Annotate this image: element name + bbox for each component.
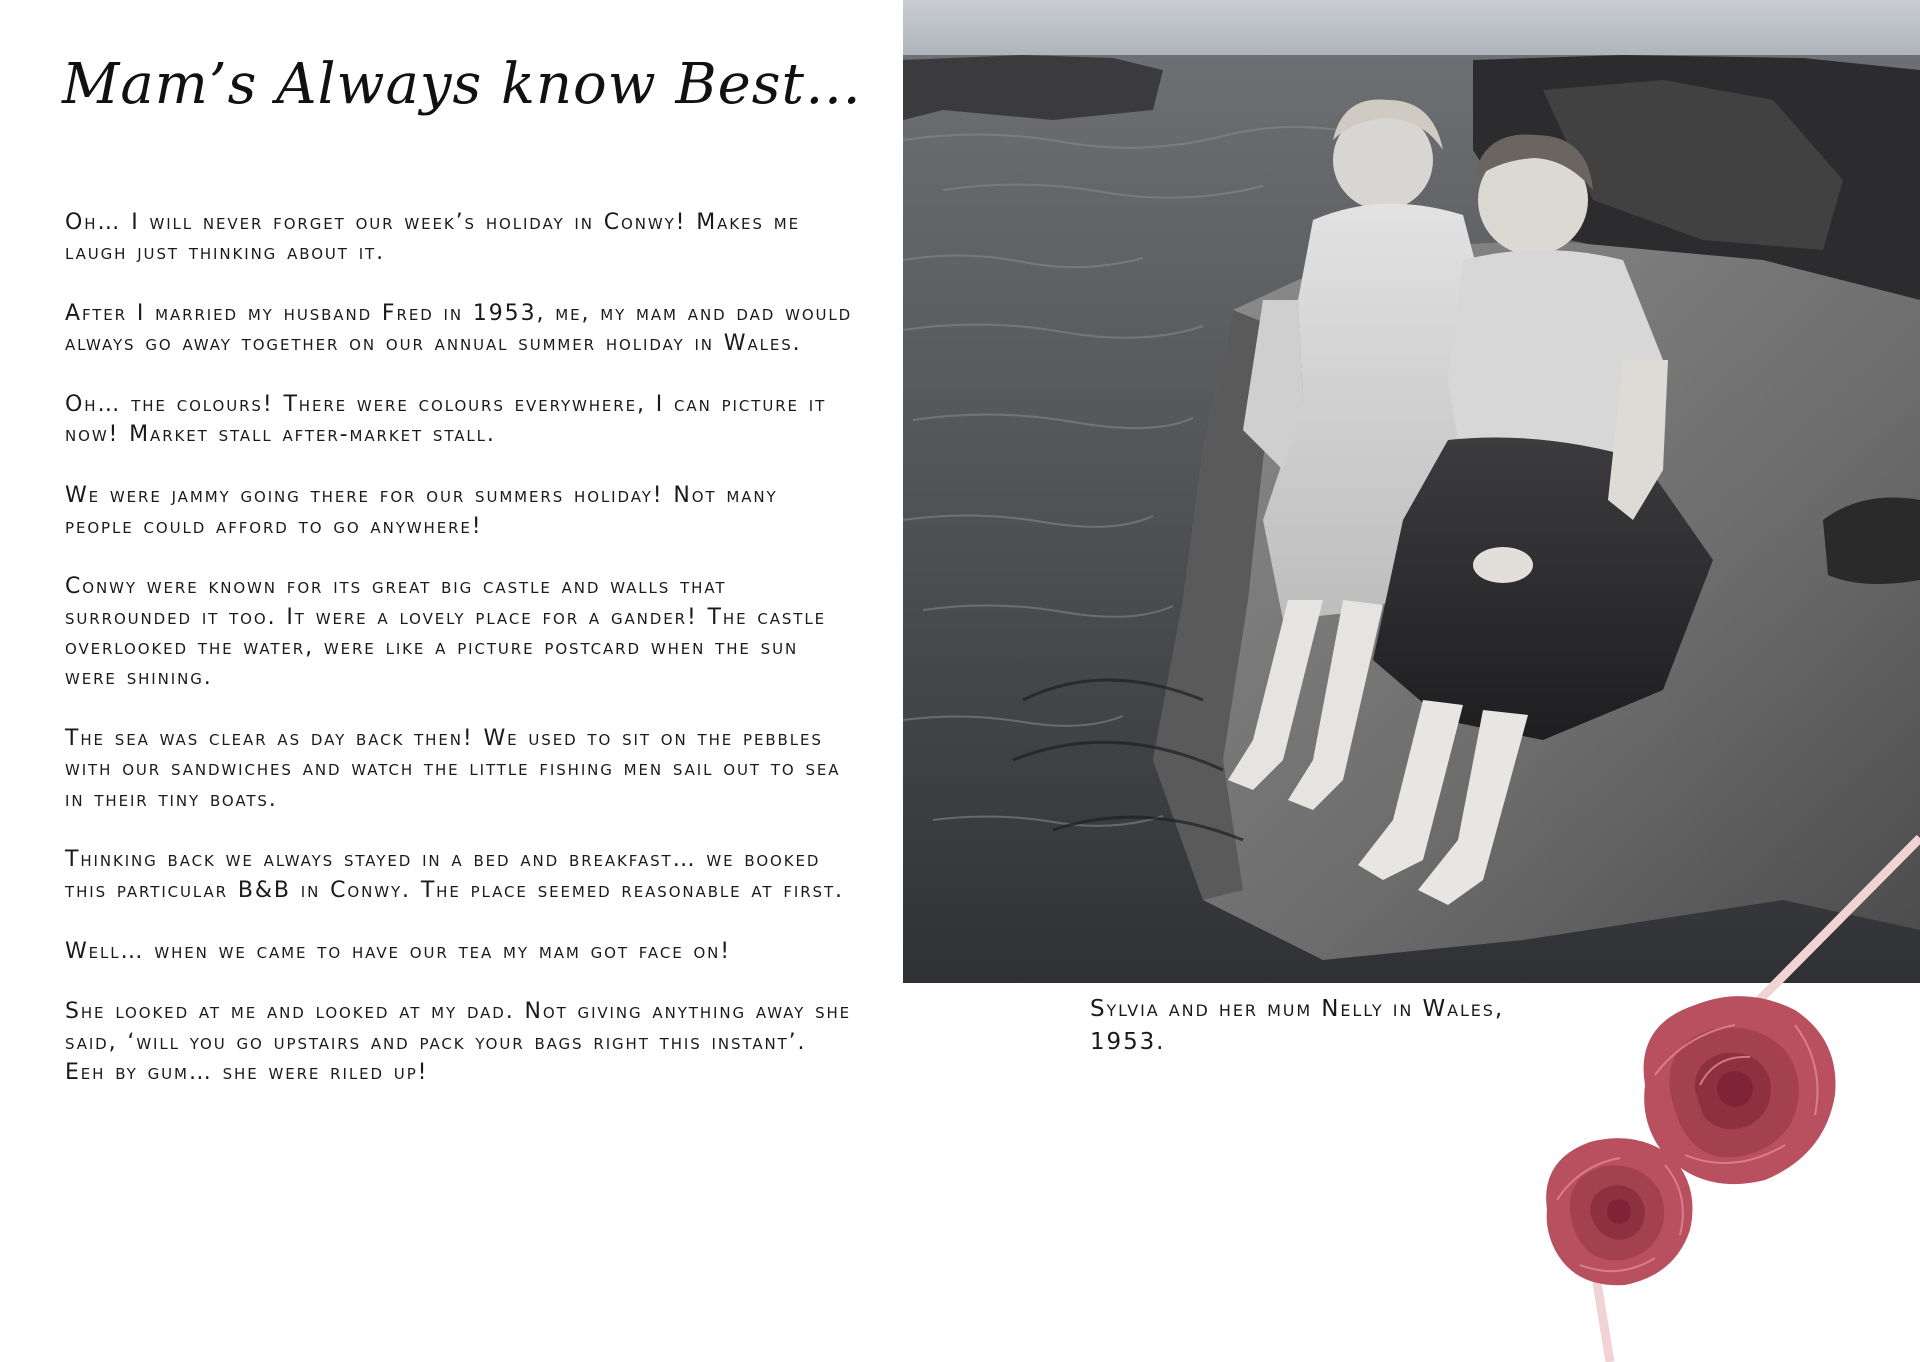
story-paragraph: Conwy were known for its great big castle and walls that surrounded it too. It were a lovely place for a gander! The castle overlooked the water, were like a picture postcard when the sun were shining.	[65, 574, 826, 691]
story-text	[65, 208, 855, 1119]
story-paragraph: Well… when we came to have our tea my mam got face on!	[65, 938, 732, 964]
story-paragraph: After I married my husband Fred in 1953, me, my mam and dad would always go away together on our annual summer holiday in Wales.	[65, 301, 853, 357]
story-paragraph: She looked at me and looked at my dad. Not giving anything away she said, ‘will you go upstairs and pack your bags right this instant’. Eeh by gum… she were riled up!	[65, 999, 852, 1085]
story-paragraph: Oh… the colours! There were colours everywhere, I can picture it now! Market stall after-market stall.	[65, 392, 827, 448]
story-paragraph: The sea was clear as day back then! We used to sit on the pebbles with our sandwiches and watch the little fishing men sail out to sea in their tiny boats.	[65, 726, 841, 812]
page-title: Mam’s Always know Best…	[62, 52, 862, 117]
text-page	[0, 0, 900, 1362]
photo-caption: Sylvia and her mum Nelly in Wales, 1953.	[1090, 996, 1505, 1055]
story-paragraph: Thinking back we always stayed in a bed and breakfast… we booked this particular B&B in Conwy. The place seemed reasonable at first.	[65, 847, 844, 903]
story-paragraph: Oh… I will never forget our week’s holiday in Conwy! Makes me laugh just thinking about it.	[65, 210, 800, 266]
story-paragraph: We were jammy going there for our summers holiday! Not many people could afford to go anywhere!	[65, 483, 778, 539]
small-rose	[1535, 1130, 1700, 1288]
